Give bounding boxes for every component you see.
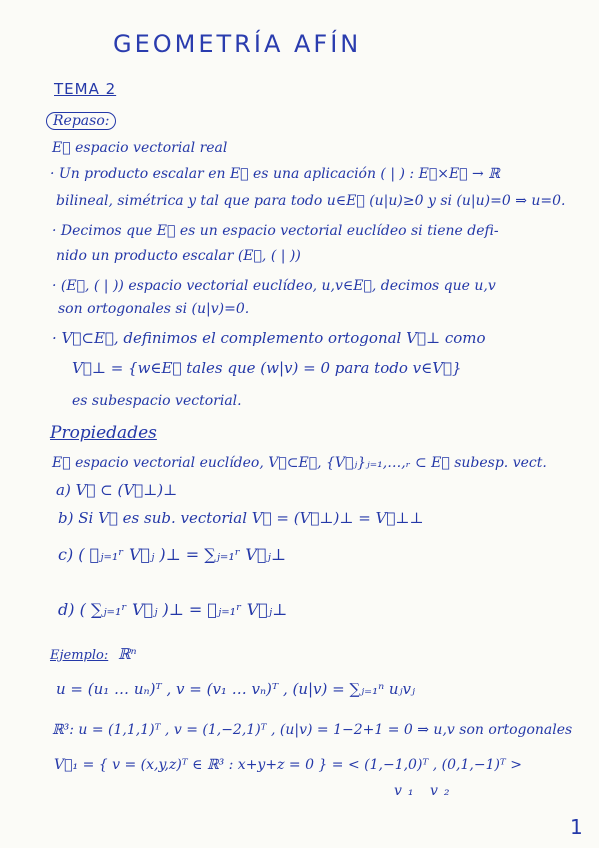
ejemplo-line-2: ℝ³: u = (1,1,1)ᵀ , v = (1,−2,1)ᵀ , (u|v) = 1−2+1 = 0 ⇒ u,v son ortogonales bbox=[52, 722, 573, 738]
ejemplo-line-1: u = (u₁ … uₙ)ᵀ , v = (v₁ … vₙ)ᵀ , (u|v) = ∑ⱼ₌₁ⁿ uⱼvⱼ bbox=[56, 680, 415, 698]
text-line-5: nido un producto escalar (E⃗, ( | )) bbox=[56, 248, 301, 264]
page-number: 1 bbox=[570, 815, 583, 839]
property-b: b) Si V⃗ es sub. vectorial V⃗ = (V⃗⊥)⊥ = V⃗⊥⊥ bbox=[58, 509, 424, 527]
property-d: d) ( ∑ⱼ₌₁ʳ V⃗ⱼ )⊥ = ⋂ⱼ₌₁ʳ V⃗ⱼ⊥ bbox=[58, 600, 288, 619]
text-line-1: E⃗ espacio vectorial real bbox=[52, 140, 228, 156]
text-line-3: bilineal, simétrica y tal que para todo u∈E⃗ (u|u)≥0 y si (u|u)=0 ⇒ u=0. bbox=[56, 193, 566, 209]
ejemplo-space: ℝⁿ bbox=[118, 645, 137, 663]
page-title: GEOMETRÍA AFÍN bbox=[113, 30, 362, 58]
propiedades-intro: E⃗ espacio vectorial euclídeo, V⃗⊂E⃗, {V⃗ⱼ}ⱼ₌₁,…,ᵣ ⊂ E⃗ subesp. vect. bbox=[52, 455, 547, 471]
text-line-10: es subespacio vectorial. bbox=[72, 393, 242, 409]
ejemplo-heading: Ejemplo: bbox=[50, 648, 109, 663]
text-line-6: · (E⃗, ( | )) espacio vectorial euclídeo, u,v∈E⃗, decimos que u,v bbox=[52, 278, 496, 294]
section-heading-tema: TEMA 2 bbox=[54, 80, 117, 98]
basis-vector-labels: v₁ v₂ bbox=[394, 783, 456, 799]
repaso-label: Repaso: bbox=[46, 112, 116, 130]
property-c: c) ( ⋂ⱼ₌₁ʳ V⃗ⱼ )⊥ = ∑ⱼ₌₁ʳ V⃗ⱼ⊥ bbox=[58, 545, 286, 564]
text-line-7: son ortogonales si (u|v)=0. bbox=[58, 301, 250, 317]
text-line-2: · Un producto escalar en E⃗ es una aplicación ( | ) : E⃗×E⃗ → ℝ bbox=[50, 166, 500, 182]
ejemplo-line-3: V⃗₁ = { v = (x,y,z)ᵀ ∈ ℝ³ : x+y+z = 0 } = < (1,−1,0)ᵀ , (0,1,−1)ᵀ > bbox=[54, 757, 522, 773]
propiedades-heading: Propiedades bbox=[50, 423, 157, 443]
text-line-8: · V⃗⊂E⃗, definimos el complemento ortogonal V⃗⊥ como bbox=[52, 329, 486, 347]
text-line-4: · Decimos que E⃗ es un espacio vectorial euclídeo si tiene defi- bbox=[52, 223, 499, 239]
property-a: a) V⃗ ⊂ (V⃗⊥)⊥ bbox=[56, 481, 178, 499]
text-line-9: V⃗⊥ = {w∈E⃗ tales que (w|v) = 0 para todo v∈V⃗} bbox=[72, 359, 462, 377]
